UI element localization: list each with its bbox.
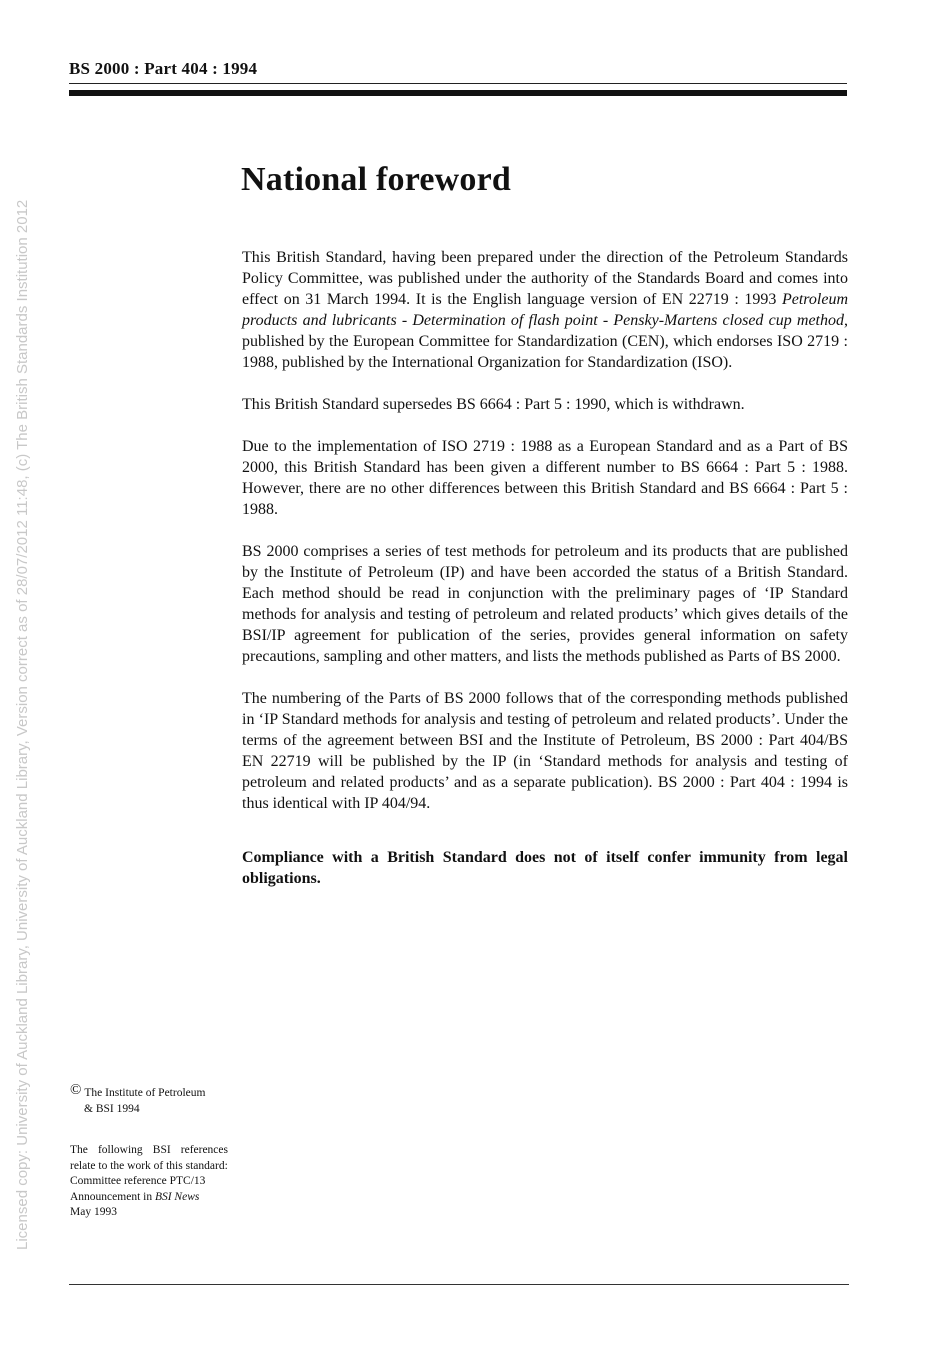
copyright-icon: © — [70, 1082, 82, 1098]
announcement-line — [70, 1190, 228, 1206]
paragraph-supersedes: This British Standard supersedes BS 6664 : Part 5 : 1990, which is withdrawn. — [242, 396, 745, 413]
standard-title-italic: Petroleum products and lubricants - Determination of flash point - Pensky-Martens closed cup method — [242, 291, 848, 329]
intro-text-end: , published by the European Committee for Standardization (CEN), which endorses ISO 2719 : 1988, published by the International Organization for Standardization (ISO). — [242, 312, 848, 371]
header-thick-rule — [69, 90, 847, 96]
copyright-line — [70, 1083, 228, 1102]
document-header-title: BS 2000 : Part 404 : 1994 — [69, 59, 258, 78]
paragraph-numbering-difference: Due to the implementation of ISO 2719 : 1988 as a European Standard and as a Part of BS 2000, this British Standard has been given a different number to BS 6664 : Part 5 : 1988. However, there are no other differences between this British Standard and BS 6664 : Part 5 : 1988. — [242, 438, 848, 518]
paragraph-series-description: BS 2000 comprises a series of test methods for petroleum and its products that are published by the Institute of Petroleum (IP) and have been accorded the status of a British Standard. Each method should be read in conjunction with the preliminary pages of ‘IP Standard methods for analysis and testing of petroleum and related products’ which gives details of the BSI/IP agreement for publication of the series, provides general information on safety precautions, sampling and other matters, and lists the methods published as Parts of BS 2000. — [242, 543, 848, 665]
copyright-year: & BSI 1994 — [84, 1102, 140, 1115]
sidebar-notes — [70, 1083, 228, 1221]
paragraph-numbering-agreement: The numbering of the Parts of BS 2000 follows that of the corresponding methods published in ‘IP Standard methods for analysis and testing of petroleum and related products’. Under the terms of the agreement between BSI and the Institute of Petroleum, BS 2000 : Part 404/BS EN 22719 will be published by the IP (in ‘Standard methods for analysis and testing of petroleum and related products’ and as a separate publication). BS 2000 : Part 404 : 1994 is thus identical with IP 404/94. — [242, 690, 848, 812]
announcement-publication: BSI News — [154, 1190, 200, 1203]
foreword-body — [242, 247, 848, 910]
announcement-date: May 1993 — [70, 1206, 117, 1218]
page-title: National foreword — [241, 161, 512, 198]
announcement-prefix: Announcement in — [70, 1190, 155, 1203]
references-intro: The following BSI references relate to the work of this standard: — [70, 1144, 228, 1172]
compliance-statement: Compliance with a British Standard does not of itself confer immunity from legal obligations. — [242, 849, 848, 887]
footer-rule — [69, 1284, 849, 1285]
bsi-references — [70, 1143, 228, 1221]
license-watermark: Licensed copy: University of Auckland Library, University of Auckland Library, Version correct as of 28/07/2012 11:48, (c) The British Standards Institution 2012 — [14, 199, 31, 1250]
header-thin-rule — [69, 83, 847, 84]
paragraph-intro — [242, 247, 848, 373]
intro-text-start: This British Standard, having been prepared under the direction of the Petroleum Standards Policy Committee, was published under the authority of the Standards Board and comes into effect on 31 March 1994. It is the English language version of EN 22719 : 1993 — [242, 249, 848, 308]
copyright-holder: The Institute of Petroleum — [84, 1087, 206, 1099]
committee-reference: Committee reference PTC/13 — [70, 1175, 206, 1187]
